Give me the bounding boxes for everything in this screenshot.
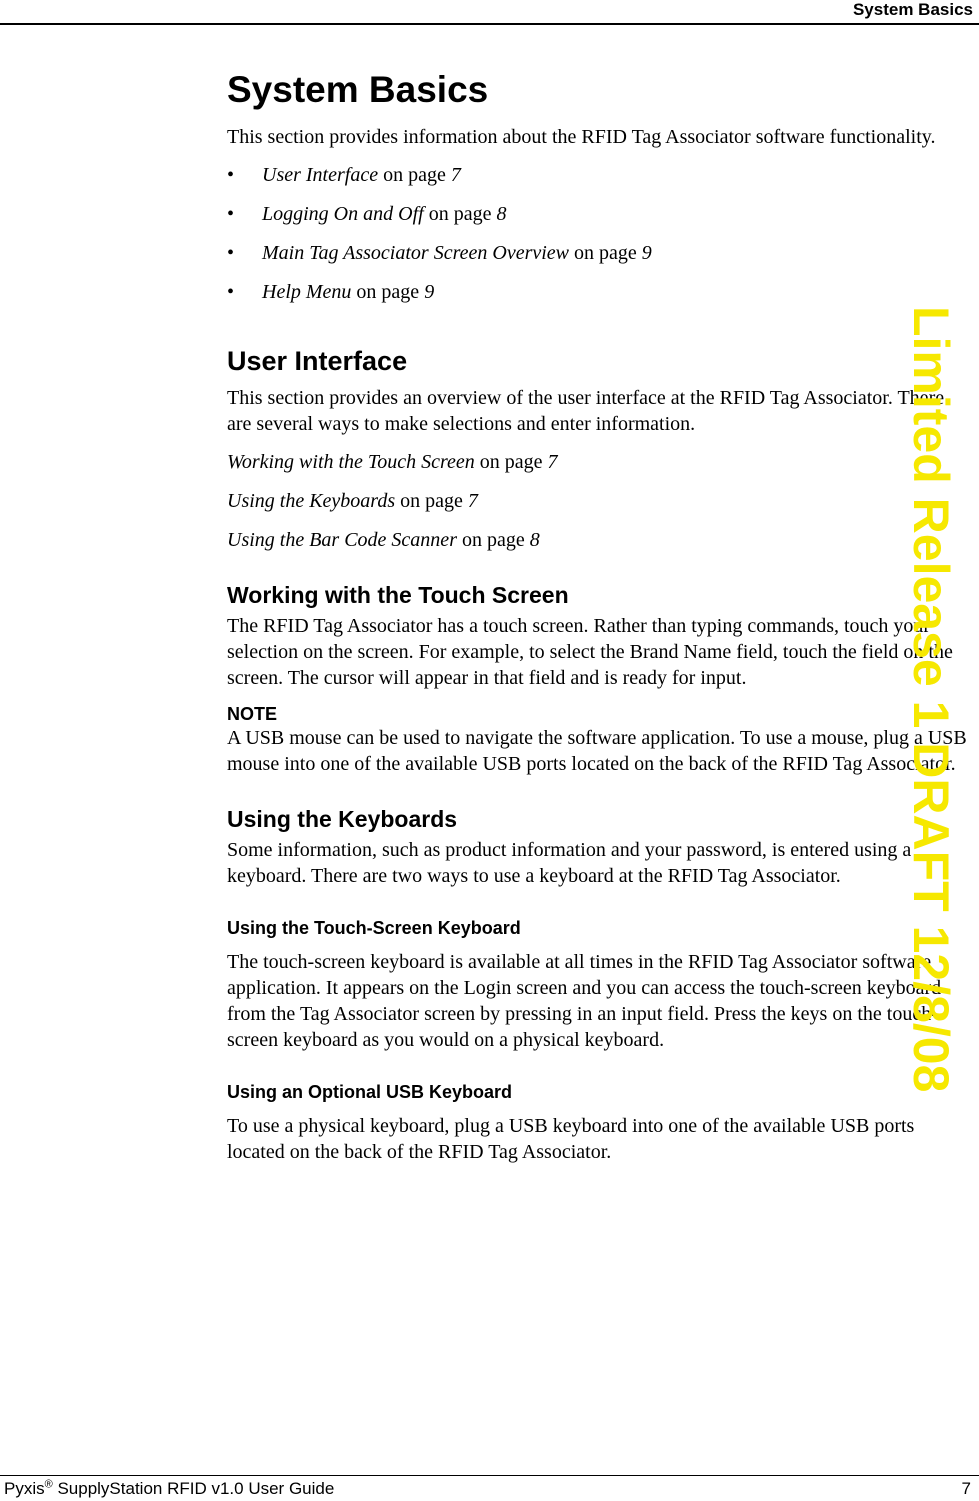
toc-page-number[interactable]: 7 bbox=[450, 164, 461, 186]
toc-item-main-screen-overview[interactable] bbox=[227, 240, 967, 266]
toc-item-help-menu[interactable] bbox=[227, 279, 967, 305]
user-interface-links bbox=[227, 449, 967, 553]
xref-page-number[interactable]: 7 bbox=[547, 451, 558, 473]
toc-link[interactable]: Main Tag Associator Screen Overview bbox=[262, 242, 570, 264]
xref-touch-screen[interactable] bbox=[227, 449, 967, 475]
subsection-heading-touch-screen: Working with the Touch Screen bbox=[227, 582, 569, 608]
xref-on-page: on page bbox=[395, 490, 468, 512]
note-label: NOTE bbox=[227, 704, 278, 724]
xref-on-page: on page bbox=[474, 451, 548, 473]
toc-item-logging-on-and-off[interactable] bbox=[227, 201, 967, 227]
toc-link[interactable]: Logging On and Off bbox=[262, 203, 424, 225]
toc-page-number[interactable]: 8 bbox=[496, 203, 507, 225]
toc-on-page: on page bbox=[378, 164, 451, 186]
heading-usb-keyboard: Using an Optional USB Keyboard bbox=[227, 1082, 513, 1102]
page-content bbox=[227, 68, 967, 1177]
touch-screen-paragraph: The RFID Tag Associator has a touch screen. Rather than typing commands, touch your selection on the screen. For example, to select the Brand Name field, touch the field on the screen. The cursor will appear in that field and is ready for input. bbox=[227, 615, 953, 689]
toc-page-number[interactable]: 9 bbox=[641, 242, 652, 264]
footer-rule bbox=[0, 1475, 979, 1476]
registered-mark: ® bbox=[44, 1478, 53, 1491]
footer-product-name: SupplyStation RFID v1.0 User Guide bbox=[52, 1479, 335, 1498]
xref-page-number[interactable]: 8 bbox=[529, 529, 540, 551]
bullet-icon: • bbox=[227, 164, 235, 186]
xref-on-page: on page bbox=[456, 529, 530, 551]
bullet-icon: • bbox=[227, 242, 235, 264]
xref-page-number[interactable]: 7 bbox=[467, 490, 478, 512]
toc-item-user-interface[interactable] bbox=[227, 162, 967, 188]
xref-link[interactable]: Using the Bar Code Scanner bbox=[227, 529, 457, 551]
xref-bar-code-scanner[interactable] bbox=[227, 527, 967, 553]
section-heading-user-interface: User Interface bbox=[227, 346, 408, 376]
header-rule bbox=[0, 23, 979, 25]
page-title: System Basics bbox=[227, 69, 489, 110]
running-header-title: System Basics bbox=[852, 0, 973, 19]
xref-keyboards[interactable] bbox=[227, 488, 967, 514]
subsection-heading-keyboards: Using the Keyboards bbox=[227, 806, 458, 832]
keyboards-paragraph: Some information, such as product information and your password, is entered using a keyboard. There are two ways to use a keyboard at the RFID Tag Associator. bbox=[227, 839, 912, 887]
toc-page-number[interactable]: 9 bbox=[424, 281, 435, 303]
bullet-icon: • bbox=[227, 203, 235, 225]
footer-product-title bbox=[4, 1479, 334, 1499]
touch-screen-keyboard-paragraph: The touch-screen keyboard is available at all times in the RFID Tag Associator software application. It appears on the Login screen and you can access the touch-screen keyboard from the Tag Associator screen by pressing in an input field. Press the keys on the touch-screen keyboard as you would on a physical keyboard. bbox=[227, 951, 942, 1051]
toc-on-page: on page bbox=[423, 203, 497, 225]
user-interface-paragraph: This section provides an overview of the user interface at the RFID Tag Associator. There are several ways to make selections and enter information. bbox=[227, 387, 945, 435]
note-paragraph: A USB mouse can be used to navigate the software application. To use a mouse, plug a USB mouse into one of the available USB ports located on the back of the RFID Tag Associator. bbox=[227, 727, 967, 775]
toc-link[interactable]: User Interface bbox=[262, 164, 379, 186]
toc-on-page: on page bbox=[569, 242, 642, 264]
intro-paragraph: This section provides information about the RFID Tag Associator software functionality. bbox=[227, 126, 936, 148]
footer-page-number: 7 bbox=[961, 1479, 971, 1498]
heading-touch-screen-keyboard: Using the Touch-Screen Keyboard bbox=[227, 918, 521, 938]
draft-watermark: Limited Release 1 DRAFT 12/8/08 bbox=[903, 306, 959, 1093]
bullet-icon: • bbox=[227, 281, 235, 303]
toc-link[interactable]: Help Menu bbox=[262, 281, 352, 303]
footer-brand: Pyxis bbox=[4, 1479, 45, 1498]
xref-link[interactable]: Using the Keyboards bbox=[227, 490, 396, 512]
xref-link[interactable]: Working with the Touch Screen bbox=[227, 451, 475, 473]
section-toc bbox=[227, 162, 967, 305]
usb-keyboard-paragraph: To use a physical keyboard, plug a USB keyboard into one of the available USB ports located on the back of the RFID Tag Associator. bbox=[227, 1115, 915, 1163]
toc-on-page: on page bbox=[351, 281, 425, 303]
